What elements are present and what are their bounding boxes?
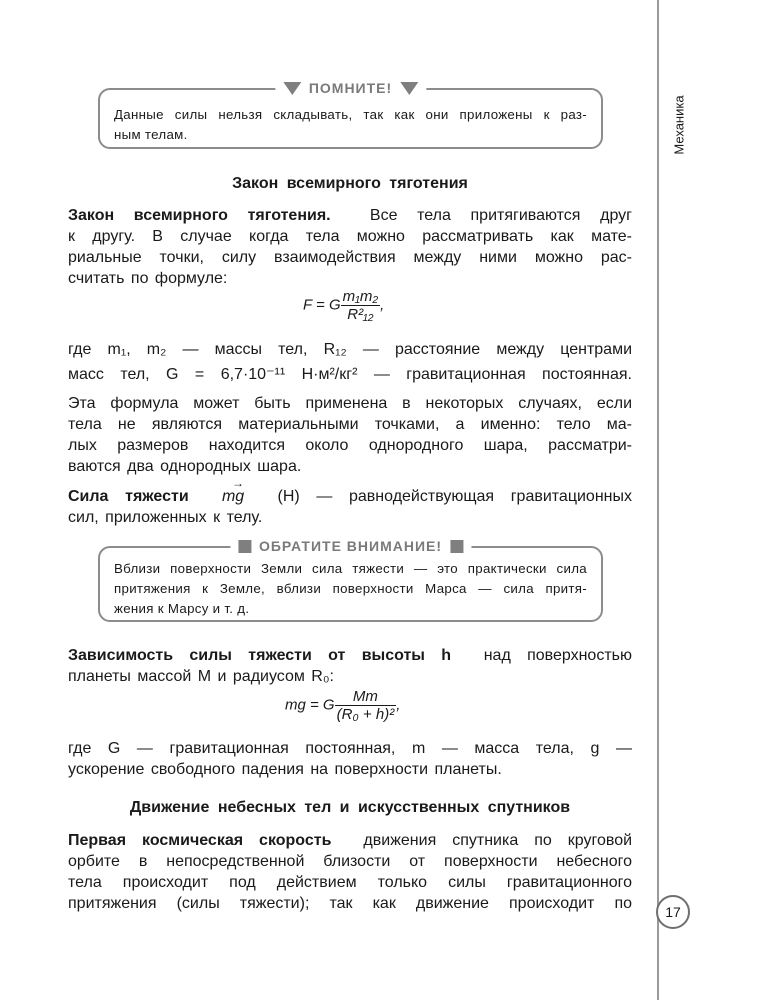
formula-use-paragraph: [68, 393, 632, 477]
gravity-paragraph: [68, 486, 632, 528]
formula-use-line: ваются два однородных шара.: [68, 458, 302, 475]
where-line: где m₁, m₂ — массы тел, R₁₂ — расстояние между центрами: [68, 341, 632, 358]
formula-use-line: Эта формула может быть применена в некоторых случаях, если: [68, 395, 632, 412]
gravity-vector-symbol: → mg: [222, 486, 244, 507]
where-paragraph: [68, 337, 632, 387]
formula-fraction: [341, 288, 380, 323]
where-line: масс тел, G = 6,7·10⁻¹¹ Н·м²/кг² — гравитационная постоянная.: [68, 366, 632, 383]
heading-celestial-motion: Движение небесных тел и искусственных спутников: [129, 799, 571, 816]
formula-end: ,: [396, 696, 401, 714]
section-tab: [655, 70, 703, 180]
formula-use-line: лых размеров находится около однородного шара, рассматри-: [68, 437, 632, 454]
gravitation-formula: [303, 288, 384, 323]
height-dependence-term: Зависимость силы тяжести от высоты h: [68, 647, 452, 664]
formula-denominator: R²₁₂: [347, 306, 374, 323]
cosmic-speed-line: притяжения (силы тяжести); так как движение происходит по: [68, 895, 632, 912]
square-icon: [238, 540, 251, 553]
triangle-down-icon: [283, 82, 301, 95]
height-dependence-line: планеты массой M и радиусом R₀:: [68, 668, 334, 685]
gravity-term: Сила тяжести: [68, 488, 189, 505]
page-number: 17: [656, 895, 690, 929]
section-tab-label: Механика: [671, 95, 687, 155]
remember-box-title: ПОМНИТЕ!: [308, 80, 393, 96]
remember-box-header: [275, 78, 426, 98]
cosmic-speed-line: тела происходит под действием только силы гравитационного: [68, 874, 632, 891]
law-line: Все тела притягиваются друг: [369, 207, 633, 224]
law-line: к другу. В случае когда тела можно рассматривать как мате-: [68, 228, 632, 245]
remember-box: [98, 80, 603, 149]
cosmic-speed-line: орбите в непосредственной близости от поверхности небесного: [68, 853, 632, 870]
law-term: Закон всемирного тяготения.: [68, 207, 331, 224]
attention-box-title: ОБРАТИТЕ ВНИМАНИЕ!: [258, 538, 443, 554]
remember-box-line: ным телам.: [114, 127, 188, 142]
cosmic-speed-line: движения спутника по круговой: [363, 832, 633, 849]
formula-lhs: F = G: [303, 296, 341, 314]
law-paragraph: [68, 205, 632, 289]
attention-box: [98, 538, 603, 622]
gravity-line: (Н) — равнодействующая гравитационных: [277, 488, 632, 505]
law-line: риальные точки, силу взаимодействия между ними можно рас-: [68, 249, 632, 266]
formula-denominator: (R₀ + h)²: [336, 706, 395, 723]
where2-line: ускорение свободного падения на поверхности планеты.: [68, 761, 502, 778]
formula-use-line: тела не являются материальными точками, а именно: тело ма-: [68, 416, 632, 433]
formula-lhs: mg = G: [285, 696, 335, 714]
remember-box-line: Данные силы нельзя складывать, так как они приложены к раз-: [114, 107, 587, 122]
formula-end: ,: [380, 296, 385, 314]
height-formula: [285, 688, 400, 723]
formula-numerator: m₁m₂: [342, 288, 379, 305]
where2-paragraph: [68, 738, 632, 780]
where2-line: где G — гравитационная постоянная, m — масса тела, g —: [68, 740, 632, 757]
gravity-line: сил, приложенных к телу.: [68, 509, 263, 526]
attention-box-line: жения к Марсу и т. д.: [114, 601, 250, 616]
height-dependence-line: над поверхностью: [483, 647, 632, 664]
height-dependence-paragraph: [68, 645, 632, 687]
attention-box-line: притяжения к Земле, вблизи поверхности Марса — сила притя-: [114, 581, 587, 596]
square-icon: [450, 540, 463, 553]
law-line: считать по формуле:: [68, 270, 228, 287]
heading-gravitation-law: Закон всемирного тяготения: [232, 175, 468, 192]
cosmic-speed-term: Первая космическая скорость: [68, 832, 332, 849]
triangle-down-icon: [400, 82, 418, 95]
attention-box-header: [230, 536, 471, 556]
formula-fraction: [335, 688, 397, 723]
cosmic-speed-paragraph: [68, 830, 632, 914]
formula-numerator: Mm: [335, 688, 397, 706]
attention-box-line: Вблизи поверхности Земли сила тяжести — это практически сила: [114, 561, 587, 576]
